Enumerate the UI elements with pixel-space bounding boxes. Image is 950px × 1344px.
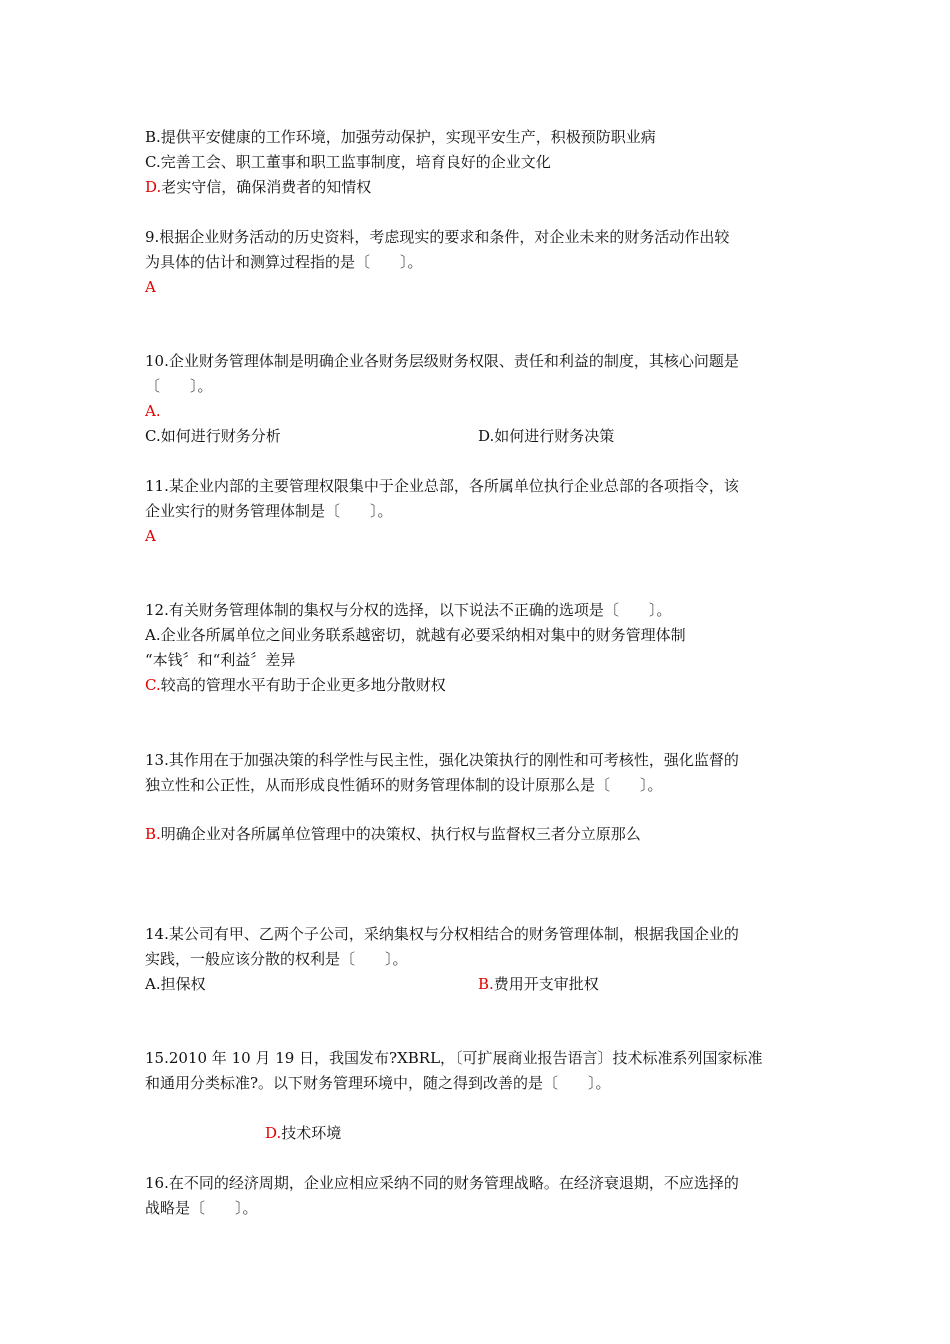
q10-stem-line1: 10.企业财务管理体制是明确企业各财务层级财务权限、责任和利益的制度，其核心问题是 (145, 352, 739, 370)
answer-marker: D. (265, 1124, 282, 1142)
q13-stem-line1: 13.其作用在于加强决策的科学性与民主性，强化决策执行的刚性和可考核性，强化监督的 (145, 751, 739, 769)
q15-option-d (265, 1123, 341, 1145)
option-text: 费用开支审批权 (493, 975, 599, 993)
q11-stem-line1: 11.某企业内部的主要管理权限集中于企业总部，各所属单位执行企业总部的各项指令，该 (145, 477, 739, 495)
answer-marker: B. (478, 975, 494, 993)
answer-marker: D. (145, 178, 162, 196)
answer-marker: C. (145, 676, 161, 694)
q10-stem-line2: 〔 〕。 (145, 377, 213, 395)
q8-option-d (145, 177, 371, 199)
q8-option-c: C.完善工会、职工董事和职工监事制度，培育良好的企业文化 (145, 153, 551, 171)
answer-marker: B. (145, 825, 161, 843)
option-text: 较高的管理水平有助于企业更多地分散财权 (160, 676, 446, 694)
q16-stem-line1: 16.在不同的经济周期，企业应相应采纳不同的财务管理战略。在经济衰退期，不应选择的 (145, 1174, 739, 1192)
q8-option-b: B.提供平安健康的工作环境，加强劳动保护，实现平安生产，积极预防职业病 (145, 128, 656, 146)
q9-stem-line1: 9.根据企业财务活动的历史资料，考虑现实的要求和条件，对企业未来的财务活动作出较 (145, 228, 730, 246)
q15-stem-line2: 和通用分类标准?。以下财务管理环境中，随之得到改善的是〔 〕。 (145, 1074, 611, 1092)
q10-option-d: D.如何进行财务决策 (478, 427, 615, 445)
q11-answer: A (145, 527, 156, 545)
q9-answer: A (145, 278, 156, 296)
q14-stem-line1: 14.某公司有甲、乙两个子公司，采纳集权与分权相结合的财务管理体制，根据我国企业的 (145, 925, 739, 943)
q14-option-b (478, 974, 599, 996)
q14-stem-line2: 实践，一般应该分散的权利是〔 〕。 (145, 950, 408, 968)
q10-option-c: C.如何进行财务分析 (145, 427, 281, 445)
q12-option-c (145, 675, 446, 697)
option-text: 老实守信，确保消费者的知情权 (161, 178, 372, 196)
q12-stem: 12.有关财务管理体制的集权与分权的选择，以下说法不正确的选项是〔 〕。 (145, 601, 672, 619)
q11-stem-line2: 企业实行的财务管理体制是〔 〕。 (145, 502, 393, 520)
q12-option-b-fragment: “本钱〞和“利益〞差异 (145, 651, 296, 669)
q13-stem-line2: 独立性和公正性，从而形成良性循环的财务管理体制的设计原那么是〔 〕。 (145, 776, 663, 794)
q9-stem-line2: 为具体的估计和测算过程指的是〔 〕。 (145, 253, 423, 271)
q12-option-a: A.企业各所属单位之间业务联系越密切，就越有必要采纳相对集中的财务管理体制 (145, 626, 686, 644)
option-text: 明确企业对各所属单位管理中的决策权、执行权与监督权三者分立原那么 (160, 825, 641, 843)
option-text: 技术环境 (281, 1124, 342, 1142)
q14-option-a: A.担保权 (145, 975, 206, 993)
q10-option-a: A. (145, 402, 161, 420)
q16-stem-line2: 战略是〔 〕。 (145, 1199, 258, 1217)
q15-stem-line1: 15.2010 年 10 月 19 日，我国发布?XBRL，〔可扩展商业报告语言〕技术标准系列国家标准 (145, 1049, 763, 1067)
q13-option-b (145, 824, 641, 846)
